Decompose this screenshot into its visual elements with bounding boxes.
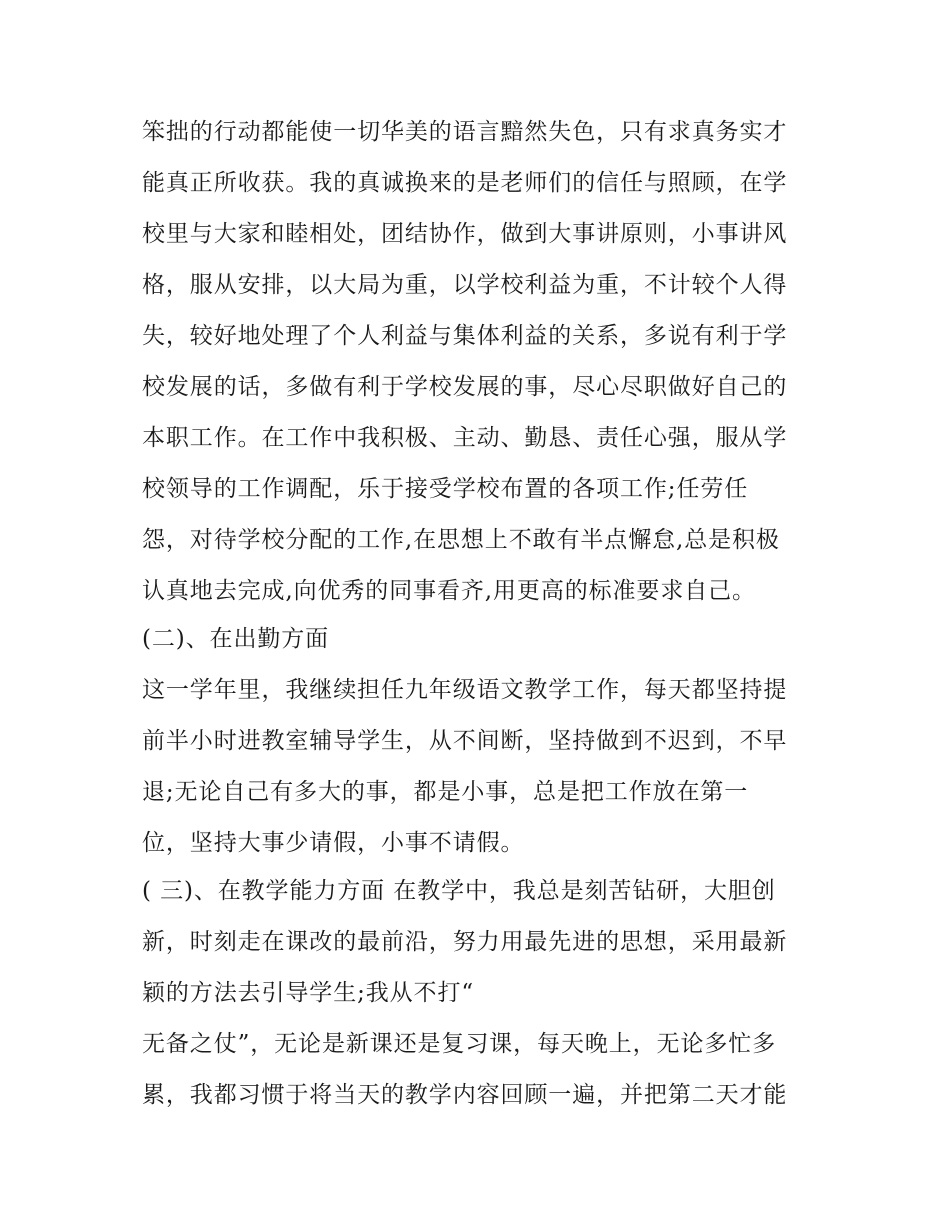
section-heading: (二)、在出勤方面: [142, 626, 330, 652]
text-line: 前半小时进教室辅导学生，从不间断，坚持做到不迟到，不早: [142, 728, 788, 754]
text-line: 位，坚持大事少请假，小事不请假。: [142, 830, 525, 856]
text-line: 怨，对待学校分配的工作,在思想上不敢有半点懈怠,总是积极: [142, 527, 780, 553]
text-line: 能真正所收获。我的真诚换来的是老师们的信任与照顾，在学: [142, 170, 788, 196]
text-line: 格，服从安排，以大局为重，以学校利益为重，不计较个人得: [142, 272, 788, 298]
text-line: 退;无论自己有多大的事，都是小事，总是把工作放在第一: [142, 779, 749, 805]
text-line: 校发展的话，多做有利于学校发展的事，尽心尽职做好自己的: [142, 374, 788, 400]
text-line: 本职工作。在工作中我积极、主动、勤恳、责任心强，服从学: [142, 425, 788, 451]
text-line: 新，时刻走在课改的最前沿，努力用最先进的思想，采用最新: [142, 929, 788, 955]
text-line: 这一学年里，我继续担任九年级语文教学工作，每天都坚持提: [142, 677, 788, 703]
text-line: 校里与大家和睦相处，团结协作，做到大事讲原则，小事讲风: [142, 221, 788, 247]
text-line: 累，我都习惯于将当天的教学内容回顾一遍，并把第二天才能: [142, 1082, 788, 1108]
text-line: 校领导的工作调配，乐于接受学校布置的各项工作;任劳任: [142, 476, 749, 502]
text-line: 失，较好地处理了个人利益与集体利益的关系，多说有利于学: [142, 323, 788, 349]
text-line: ( 三)、在教学能力方面 在教学中，我总是刻苦钻研，大胆创: [142, 878, 776, 904]
text-line: 无备之仗”，无论是新课还是复习课，每天晚上，无论多忙多: [142, 1031, 777, 1057]
text-line: 认真地去完成,向优秀的同事看齐,用更高的标准要求自己。: [142, 578, 756, 604]
text-line: 颖的方法去引导学生;我从不打“: [142, 980, 475, 1006]
text-line: 笨拙的行动都能使一切华美的语言黯然失色，只有求真务实才: [142, 119, 788, 145]
